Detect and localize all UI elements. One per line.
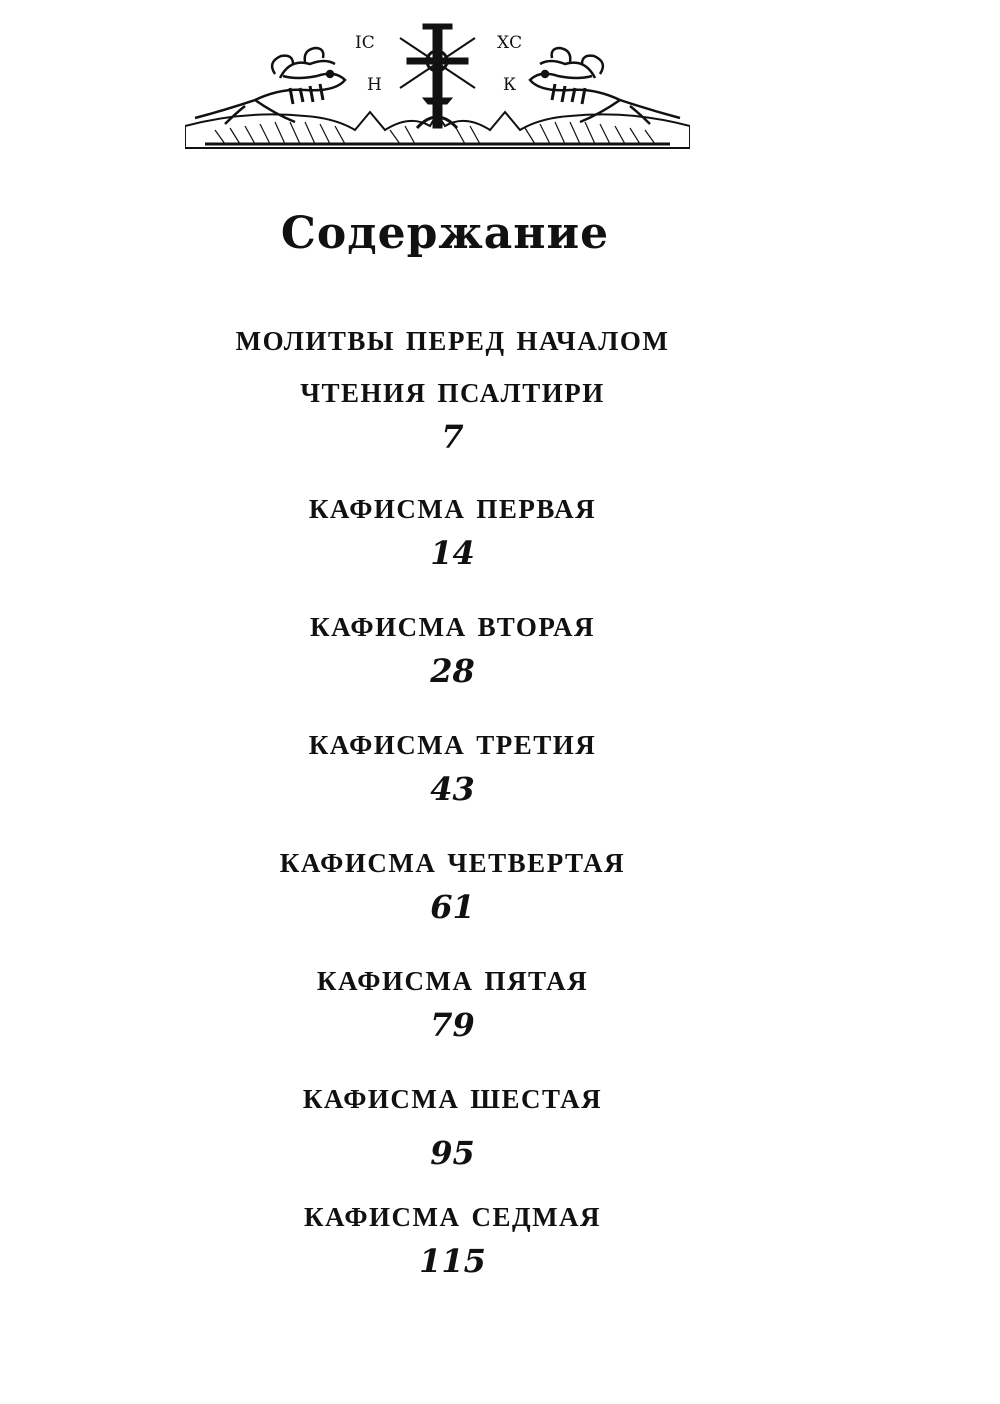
toc-entry-page: 95 bbox=[430, 1134, 475, 1172]
svg-text:ХС: ХС bbox=[497, 33, 523, 53]
toc-entry-page: 14 bbox=[430, 534, 475, 572]
toc-entry-title: кафисма шестая bbox=[302, 1075, 603, 1117]
toc-entry-title: кафисма первая bbox=[308, 485, 597, 527]
toc-entry bbox=[0, 1188, 905, 1306]
toc-entry bbox=[0, 834, 905, 952]
toc-entry bbox=[0, 716, 905, 834]
toc-entry-page: 61 bbox=[430, 888, 475, 926]
toc-entry bbox=[0, 598, 905, 716]
toc-entry bbox=[0, 312, 905, 480]
toc-entry-title: кафисма седмая bbox=[303, 1193, 602, 1235]
toc-entry-page: 79 bbox=[430, 1006, 475, 1044]
table-of-contents bbox=[0, 312, 905, 1306]
page-title: Содержание bbox=[280, 208, 610, 259]
svg-text:К: К bbox=[503, 75, 517, 95]
toc-entry-title: кафисма третия bbox=[308, 721, 597, 763]
toc-entry-page: 115 bbox=[419, 1242, 486, 1280]
toc-entry-page: 7 bbox=[441, 418, 464, 456]
toc-entry-title: кафисма пятая bbox=[316, 957, 589, 999]
toc-entry-title: чтения псалтири bbox=[300, 369, 605, 411]
toc-entry bbox=[0, 952, 905, 1070]
toc-entry bbox=[0, 480, 905, 598]
ornamental-headpiece-icon bbox=[185, 18, 690, 150]
toc-entry-title: кафисма четвертая bbox=[279, 839, 626, 881]
toc-entry-page: 28 bbox=[430, 652, 475, 690]
toc-entry-title: молитвы перед началом bbox=[235, 317, 670, 359]
svg-text:ІС: ІС bbox=[355, 33, 375, 53]
svg-text:Н: Н bbox=[367, 75, 382, 95]
toc-entry-title: кафисма вторая bbox=[310, 603, 595, 645]
toc-entry-page: 43 bbox=[430, 770, 475, 808]
toc-entry bbox=[0, 1070, 905, 1188]
